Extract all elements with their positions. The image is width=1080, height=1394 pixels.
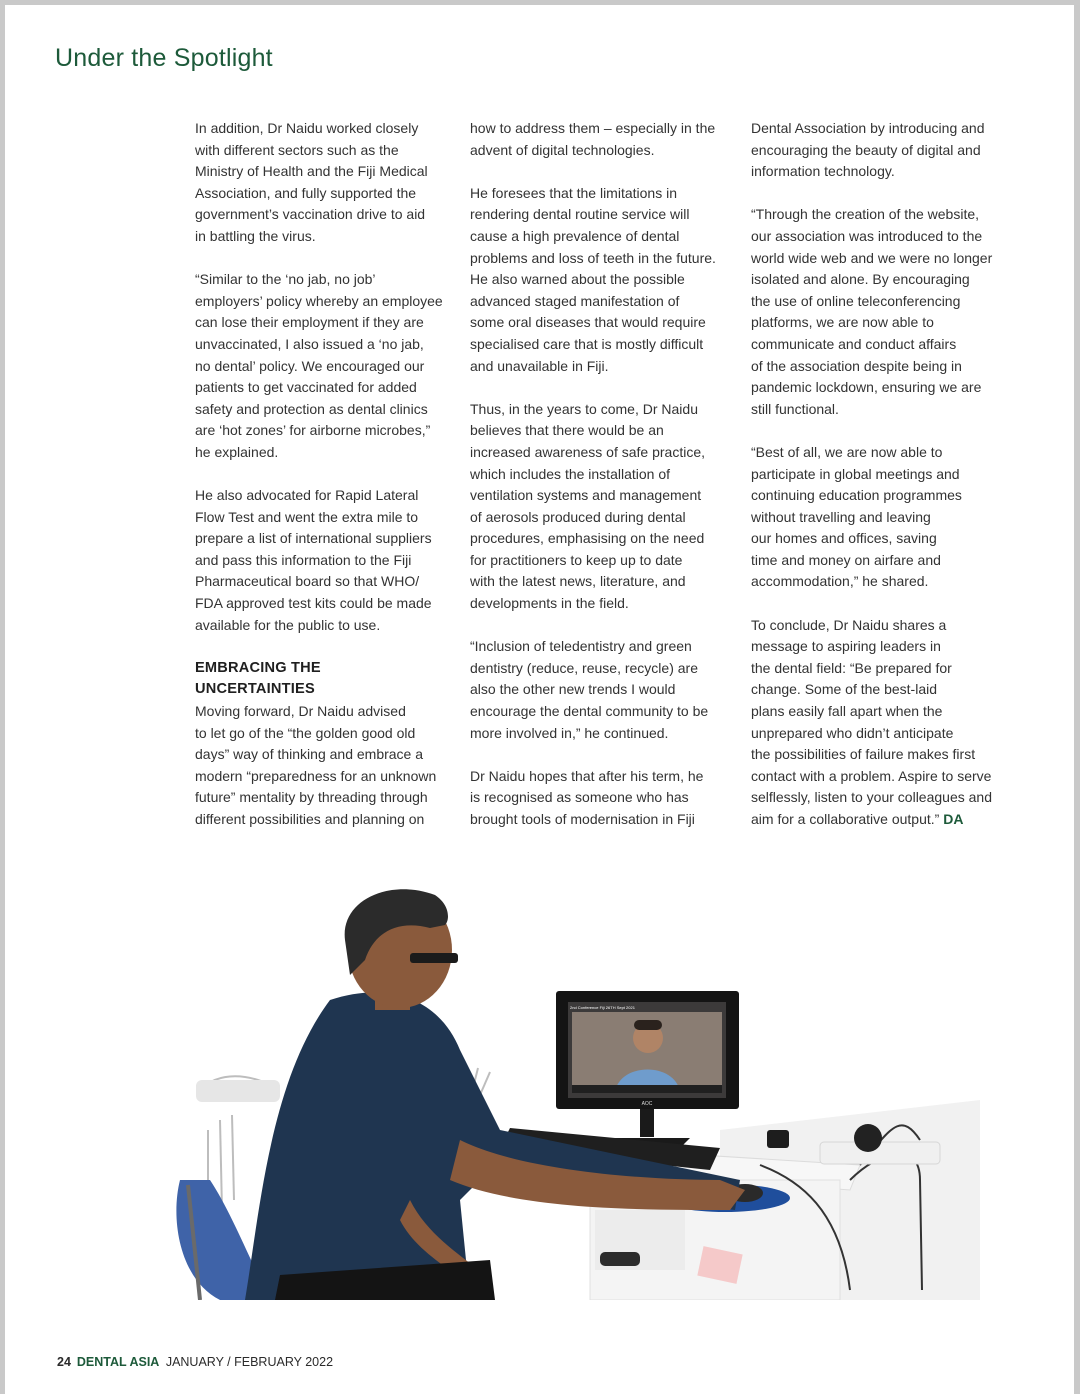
- page-number: 24: [57, 1355, 71, 1369]
- end-mark: DA: [943, 811, 964, 827]
- equipment-tray: [196, 1080, 280, 1102]
- monitor-neck: [640, 1109, 654, 1137]
- paragraph: “Inclusion of teledentistry and green dentistry (reduce, reuse, recycle) are also the other new trends I would encourage the dental community to be more involved in,” he continued.: [470, 638, 709, 741]
- paragraph: “Through the creation of the website, our association was introduced to the world wide web and we were no longer isolated and alone. By encouraging the use of online teleconferencing platforms, we are now able to communicate and conduct affairs of the association despite being in pandemic lockdown, ensuring we are still functional.: [751, 206, 993, 417]
- paragraph: In addition, Dr Naidu worked closely with different sectors such as the Ministry of Health and the Fiji Medical Association, and fully supported the government’s vaccination drive to aid in battling the virus.: [195, 120, 428, 244]
- paragraph: “Similar to the ‘no jab, no job’ employers’ policy whereby an employee can lose their employment if they are unvaccinated, I also issued a ‘no jab, no dental’ policy. We encouraged our patients to get vaccinated for added safety and protection as dental clinics are ‘hot zones’ for airborne microbes,” he explained.: [195, 271, 443, 460]
- paragraph: Dental Association by introducing and encouraging the beauty of digital and information technology.: [751, 120, 985, 180]
- paragraph: Dr Naidu hopes that after his term, he is recognised as someone who has brought tools of modernisation in Fiji: [470, 767, 704, 827]
- photo-dentist-at-computer: [160, 880, 980, 1300]
- monitor-brand: AOC: [641, 1101, 653, 1107]
- paragraph-text: To conclude, Dr Naidu shares a message to aspiring leaders in the dental field: “Be prepared for change. Some of the best-laid plans easily fall apart when the unprepared who didn’t anticipate the possibilities of failure makes first contact with a problem. Aspire to serve selflessly, listen to your colleagues and aim for a collaborative output.”: [751, 616, 992, 827]
- page-border-top: [0, 0, 1080, 5]
- page-border-right: [1074, 0, 1080, 1394]
- magazine-name: DENTAL ASIA: [76, 1355, 160, 1369]
- closing-paragraph: [751, 615, 1013, 831]
- page-footer: [57, 1355, 333, 1369]
- screen-meeting-title: 2nd Conference Fiji 26TH Sept 2021: [570, 1005, 635, 1010]
- person-glasses: [410, 953, 458, 963]
- power-strip: [820, 1142, 940, 1164]
- article-column-3: [751, 118, 1013, 831]
- paragraph: “Best of all, we are now able to participate in global meetings and continuing education programmes without travelling and leaving our homes and offices, saving time and money on airfare and accommodation,” he shared.: [751, 443, 962, 590]
- page-border-left: [0, 0, 5, 1394]
- wall-adapter: [767, 1130, 789, 1148]
- article-column-2: [470, 118, 732, 831]
- section-title: Under the Spotlight: [55, 44, 273, 72]
- paragraph: Thus, in the years to come, Dr Naidu believes that there would be an increased awareness of safe practice, which includes the installation of ventilation systems and management of aerosols produced during dental procedures, emphasising on the need for practitioners to keep up to date with the latest news, literature, and developments in the field.: [470, 400, 706, 612]
- paragraph: how to address them – especially in the advent of digital technologies.: [470, 120, 716, 158]
- desk-item: [600, 1252, 640, 1266]
- video-person-hair: [634, 1020, 662, 1030]
- paragraph: He foresees that the limitations in rendering dental routine service will cause a high prevalence of dental problems and loss of teeth in the future. He also warned about the possible advanced staged manifestation of some oral diseases that would require specialised care that is mostly difficult and unavailable in Fiji.: [470, 184, 716, 374]
- paragraph: He also advocated for Rapid Lateral Flow Test and went the extra mile to prepare a list of international suppliers and pass this information to the Fiji Pharmaceutical board so that WHO/ FDA approved test kits could be made available for the public to use.: [195, 487, 432, 633]
- paragraph: Moving forward, Dr Naidu advised to let go of the “the golden good old days” way of thinking and embrace a modern “preparedness for an unknown future” mentality by threading through different possibilities and planning on: [195, 703, 437, 827]
- article-column-1: [195, 118, 457, 831]
- power-plug: [854, 1124, 882, 1152]
- subheading: EMBRACING THE UNCERTAINTIES: [195, 659, 321, 698]
- issue-date: JANUARY / FEBRUARY 2022: [165, 1355, 334, 1369]
- screen-control-bar: [572, 1085, 722, 1093]
